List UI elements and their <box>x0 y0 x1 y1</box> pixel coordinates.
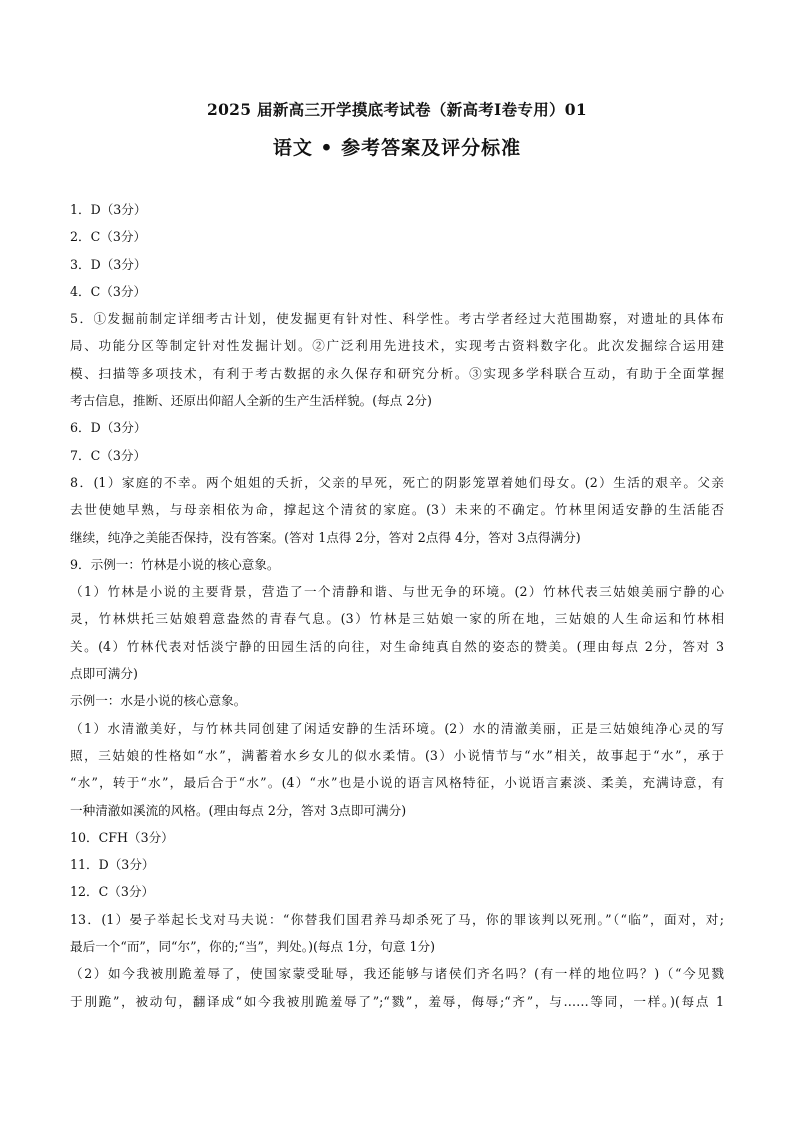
answer-line: 10．CFH（3分） <box>70 829 174 845</box>
answer-line: 灵，竹林烘托三姑娘碧意盎然的青春气息。(3）竹林是三姑娘一家的所在地，三姑娘的人生命运和竹林相 <box>70 611 724 627</box>
answer-line: 3．D（3分） <box>70 256 147 272</box>
answer-line: 于刖跪”，被动句，翻译成“如今我被刖跪羞辱了”;“戮”，羞辱，侮辱;“齐”，与……等同，一样。)(每点 1 <box>70 993 724 1009</box>
answer-line: 继续，纯净之美能否保持，没有答案。(答对 1点得 2分，答对 2点得 4分，答对 3点得满分) <box>70 529 581 545</box>
answer-line: 模、扫描等多项技术，有利于考古数据的永久保存和研究分析。③实现多学科联合互动，有助于全面掌握 <box>70 365 724 381</box>
answer-line: 7．C（3分） <box>70 447 147 463</box>
answer-line: （2）如今我被刖跪羞辱了，使国家蒙受耻辱，我还能够与诸侯们齐名吗？(有一样的地位吗？)（“今见戮 <box>70 966 724 982</box>
document-title: 2025 届新高三开学摸底考试卷（新高考Ⅰ卷专用）01 <box>207 100 587 119</box>
answer-line: “水”，转于“水”，最后合于“水”。(4）“水”也是小说的语言风格特征，小说语言素淡、柔美，充满诗意，有 <box>70 775 724 791</box>
answer-line: 1．D（3分） <box>70 202 147 217</box>
answer-line: 关。(4）竹林代表对恬淡宁静的田园生活的向往，对生命纯真自然的姿态的赞美。(理由每点 2分，答对 3 <box>70 638 724 654</box>
answer-line: 示例一：水是小说的核心意象。 <box>70 693 247 709</box>
answer-line: 2．C（3分） <box>70 229 147 245</box>
answer-line: 照，三姑娘的性格如“水”，满蓄着水乡女儿的似水柔情。(3）小说情节与“水”相关，故事起于“水”，承于 <box>70 747 724 763</box>
answer-content <box>70 196 724 1015</box>
answer-line: （1）竹林是小说的主要背景，营造了一个清静和谐、与世无争的环境。(2）竹林代表三姑娘美丽宁静的心 <box>70 584 724 600</box>
answer-line: 去世使她早熟，与母亲相依为命，撑起这个清贫的家庭。(3）未来的不确定。竹林里闲适安静的生活能否 <box>70 502 724 518</box>
answer-line: 12．C（3分） <box>70 884 155 900</box>
answer-line: 9．示例一：竹林是小说的核心意象。 <box>70 556 280 572</box>
answer-line: 11．D（3分） <box>70 857 155 873</box>
answer-line: （1）水清澈美好，与竹林共同创建了闲适安静的生活环境。(2）水的清澈美丽，正是三姑娘纯净心灵的写 <box>70 720 724 736</box>
answer-line: 8．(1）家庭的不幸。两个姐姐的夭折，父亲的早死，死亡的阴影笼罩着她们母女。(2）生活的艰辛。父亲 <box>70 474 724 490</box>
document-subtitle: 语文 • 参考答案及评分标准 <box>272 137 522 159</box>
answer-line: 5．①发掘前制定详细考古计划，使发掘更有针对性、科学性。考古学者经过大范围勘察，对遗址的具体布 <box>70 311 724 327</box>
answer-line: 6．D（3分） <box>70 420 147 436</box>
answer-line: 点即可满分) <box>70 666 138 682</box>
answer-line: 考古信息，推断、还原出仰韶人全新的生产生活样貌。(每点 2分) <box>70 393 432 409</box>
answer-line: 4．C（3分） <box>70 283 147 299</box>
answer-line: 最后一个“而”，同“尔”，你的;“当”，判处。)(每点 1分，句意 1分) <box>70 939 436 955</box>
answer-line: 局、功能分区等制定针对性发掘计划。②广泛利用先进技术，实现考古资料数字化。此次发掘综合运用建 <box>70 338 724 354</box>
answer-line: 一种清澈如溪流的风格。(理由每点 2分，答对 3点即可满分) <box>70 802 407 818</box>
answer-line: 13．(1）晏子举起长戈对马夫说：“你替我们国君养马却杀死了马，你的罪该判以死刑。”（“临”，面对，对; <box>70 911 724 927</box>
